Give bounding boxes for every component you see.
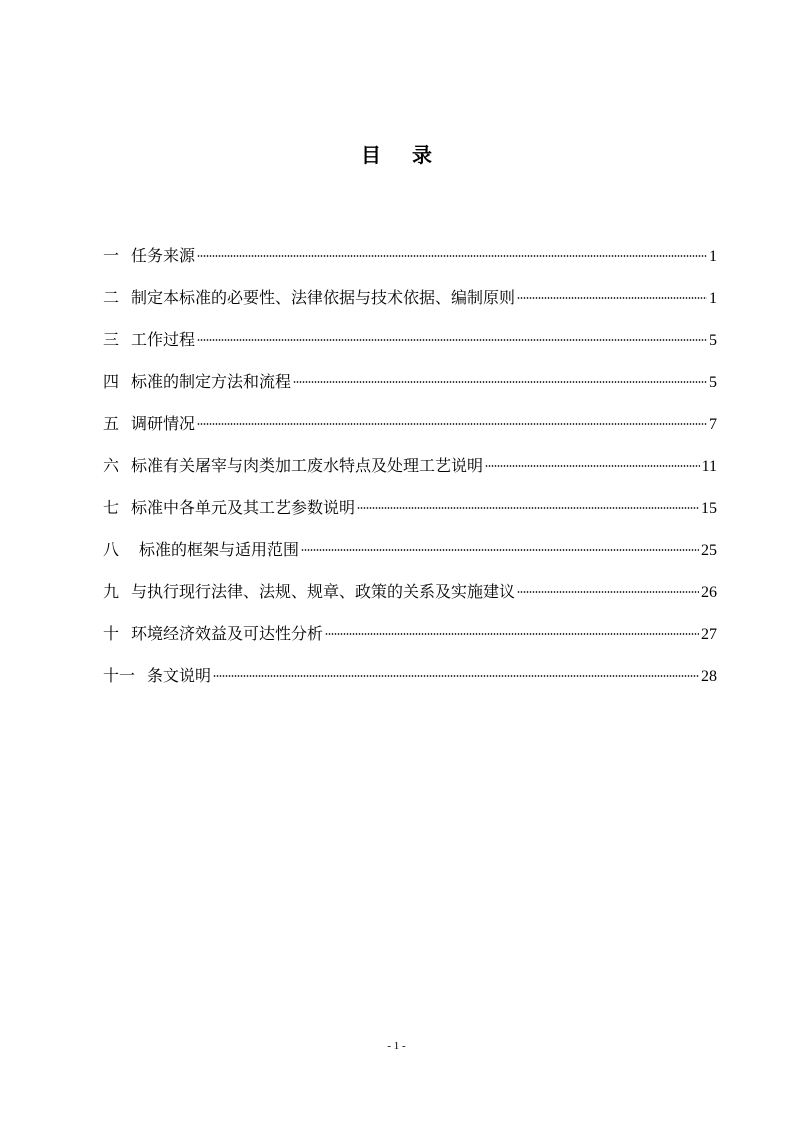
toc-dot-leader: [197, 423, 707, 425]
toc-entry-number: 五: [103, 414, 120, 433]
toc-entry-8[interactable]: [103, 537, 717, 579]
toc-entry-number: 九: [103, 582, 120, 601]
toc-entry-number: 八: [103, 540, 120, 559]
table-of-contents: [103, 243, 717, 705]
toc-entry-7[interactable]: [103, 495, 717, 537]
toc-entry-title: 条文说明: [147, 666, 212, 685]
toc-entry-title: 调研情况: [131, 414, 196, 433]
toc-dot-leader: [485, 465, 700, 467]
toc-entry-title: 工作过程: [131, 330, 196, 349]
toc-entry-number: 二: [103, 288, 120, 307]
toc-entry-page: 27: [701, 626, 717, 643]
toc-entry-number: 一: [103, 246, 120, 265]
toc-entry-page: 1: [709, 248, 717, 265]
toc-dot-leader: [517, 591, 699, 593]
toc-entry-number: 七: [103, 498, 120, 517]
toc-dot-leader: [213, 675, 699, 677]
toc-entry-title: 环境经济效益及可达性分析: [131, 624, 324, 643]
toc-dot-leader: [293, 381, 707, 383]
toc-entry-number: 十一: [103, 666, 136, 685]
toc-entry-10[interactable]: [103, 621, 717, 663]
toc-entry-number: 六: [103, 456, 120, 475]
toc-entry-number: 四: [103, 372, 120, 391]
toc-dot-leader: [197, 339, 707, 341]
toc-dot-leader: [517, 297, 707, 299]
toc-entry-page: 5: [709, 374, 717, 391]
toc-dot-leader: [197, 255, 707, 257]
toc-dot-leader: [357, 507, 699, 509]
toc-entry-number: 十: [103, 624, 120, 643]
toc-entry-title: 制定本标准的必要性、法律依据与技术依据、编制原则: [131, 288, 516, 307]
toc-entry-page: 25: [701, 542, 717, 559]
toc-entry-title: 标准有关屠宰与肉类加工废水特点及处理工艺说明: [131, 456, 484, 475]
toc-entry-page: 26: [701, 584, 717, 601]
toc-dot-leader: [301, 549, 699, 551]
toc-entry-4[interactable]: [103, 369, 717, 411]
toc-entry-9[interactable]: [103, 579, 717, 621]
toc-entry-title: 标准的制定方法和流程: [131, 372, 292, 391]
toc-entry-page: 1: [709, 290, 717, 307]
toc-entry-2[interactable]: [103, 285, 717, 327]
toc-entry-page: 15: [701, 500, 717, 517]
toc-entry-page: 5: [709, 332, 717, 349]
toc-entry-title: 与执行现行法律、法规、规章、政策的关系及实施建议: [131, 582, 516, 601]
toc-entry-3[interactable]: [103, 327, 717, 369]
toc-entry-number: 三: [103, 330, 120, 349]
toc-entry-1[interactable]: [103, 243, 717, 285]
toc-entry-page: 28: [701, 668, 717, 685]
toc-entry-6[interactable]: [103, 453, 717, 495]
toc-entry-page: 11: [701, 458, 717, 475]
toc-entry-title: 标准中各单元及其工艺参数说明: [131, 498, 356, 517]
page-number-footer: - 1 -: [387, 1040, 406, 1052]
toc-dot-leader: [325, 633, 699, 635]
page-title: 目 录: [361, 143, 444, 167]
toc-entry-title: 任务来源: [131, 246, 196, 265]
toc-entry-5[interactable]: [103, 411, 717, 453]
toc-entry-title: 标准的框架与适用范围: [139, 540, 300, 559]
toc-entry-page: 7: [709, 416, 717, 433]
toc-entry-11[interactable]: [103, 663, 717, 705]
